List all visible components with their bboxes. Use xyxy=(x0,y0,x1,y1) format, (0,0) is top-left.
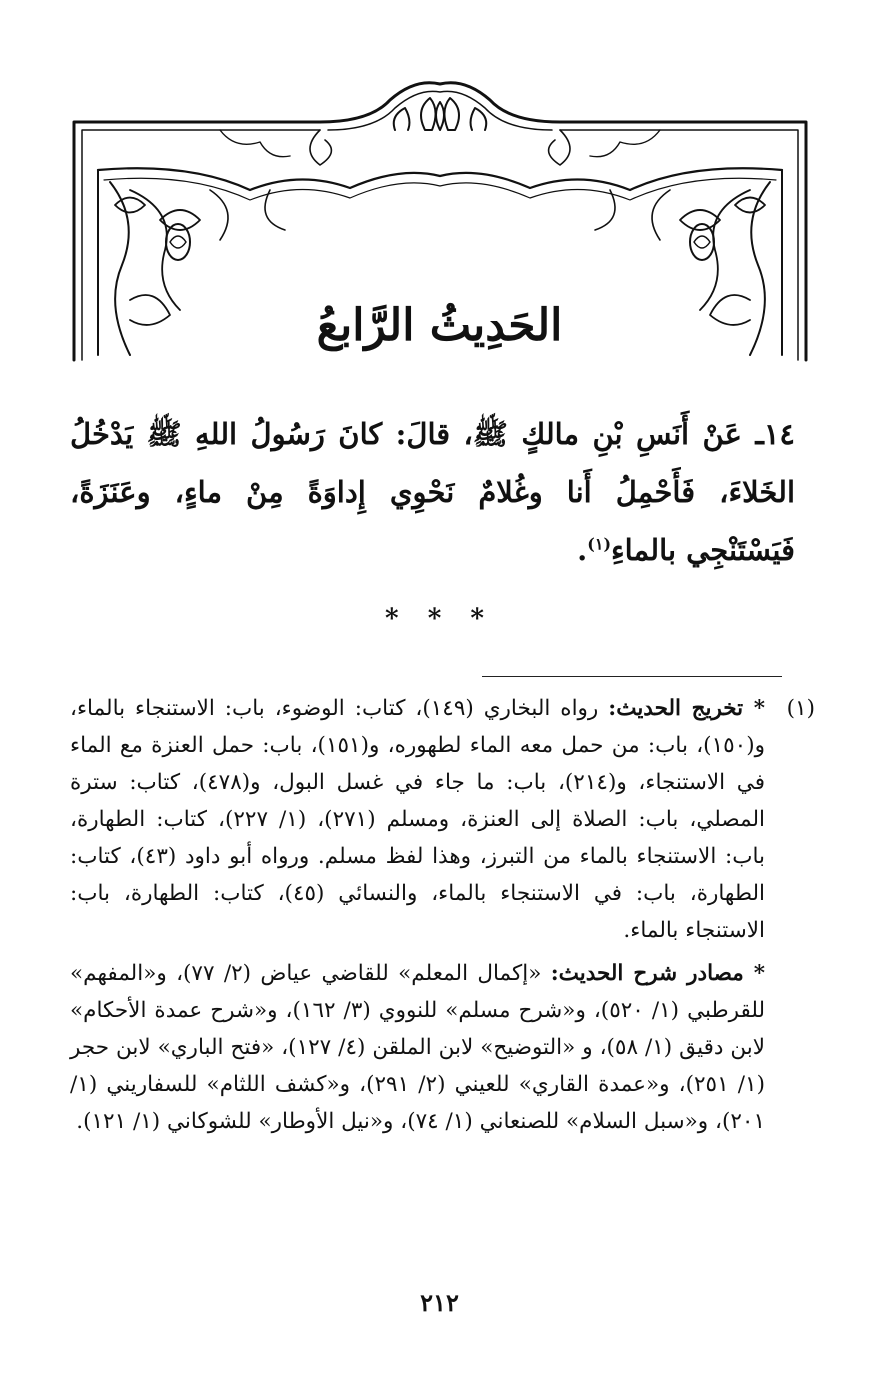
section-separator-stars: * * * xyxy=(385,604,494,634)
sources-heading: * مصادر شرح الحديث: xyxy=(550,961,766,986)
footnote-body xyxy=(70,690,765,1146)
takhrij-text: رواه البخاري (١٤٩)، كتاب: الوضوء، باب: الاستنجاء بالماء، و(١٥٠)، باب: من حمل معه الماء لطهوره، و(١٥١)، باب: حمل العنزة مع الماء في الاستنجاء، و(٢١٤)، باب: ما جاء في غسل البول، و(٤٧٨)، كتاب: سترة المصلي، باب: الصلاة إلى العنزة، ومسلم (٢٧١)، (١/ ٢٢٧)، كتاب: الطهارة، باب: الاستنجاء بالماء من التبرز، وهذا لفظ مسلم. ورواه أبو داود (٤٣)، كتاب: الطهارة، باب: في الاستنجاء بالماء، والنسائي (٤٥)، كتاب: الطهارة، باب: الاستنجاء بالماء. xyxy=(70,696,766,943)
sources-text: «إكمال المعلم» للقاضي عياض (٢/ ٧٧)، و«المفهم» للقرطبي (١/ ٥٢٠)، و«شرح مسلم» للنووي (٣/ ١٦٢)، و«شرح عمدة الأحكام» لابن دقيق (١/ ٥٨)، و «التوضيح» لابن الملقن (٤/ ١٢٧)، «فتح الباري» لابن حجر (١/ ٢٥١)، و«عمدة القاري» للعيني (٢/ ٢٩١)، و«كشف اللثام» للسفاريني (١/ ٢٠١)، و«سبل السلام» للصنعاني (١/ ٧٤)، و«نيل الأوطار» للشوكاني (١/ ١٢١). xyxy=(70,961,765,1134)
page-number: ٢١٢ xyxy=(420,1288,459,1317)
footnote-number: (١) xyxy=(786,696,815,721)
takhrij-paragraph xyxy=(70,690,765,949)
sources-paragraph xyxy=(70,955,765,1140)
hadith-body: ١٤ـ عَنْ أَنَسِ بْنِ مالكٍ ﷺ، قالَ: كانَ رَسُولُ اللهِ ﷺ يَدْخُلُ الخَلاءَ، فَأَحْمِلُ أَنا وغُلامٌ نَحْوِي إِداوَةً مِنْ ماءٍ، وعَنَزَةً، فَيَسْتَنْجِي بالماءِ xyxy=(70,417,795,567)
hadith-text xyxy=(70,405,795,579)
takhrij-heading: * تخريج الحديث: xyxy=(608,696,765,721)
hadith-end: . xyxy=(577,533,588,567)
footnote-reference[interactable]: (١) xyxy=(587,534,612,554)
footnote-1 xyxy=(70,690,815,1146)
footnote-divider xyxy=(482,676,782,677)
footnotes xyxy=(70,690,815,1146)
chapter-title: الحَدِيثُ الرَّابعُ xyxy=(316,300,563,351)
